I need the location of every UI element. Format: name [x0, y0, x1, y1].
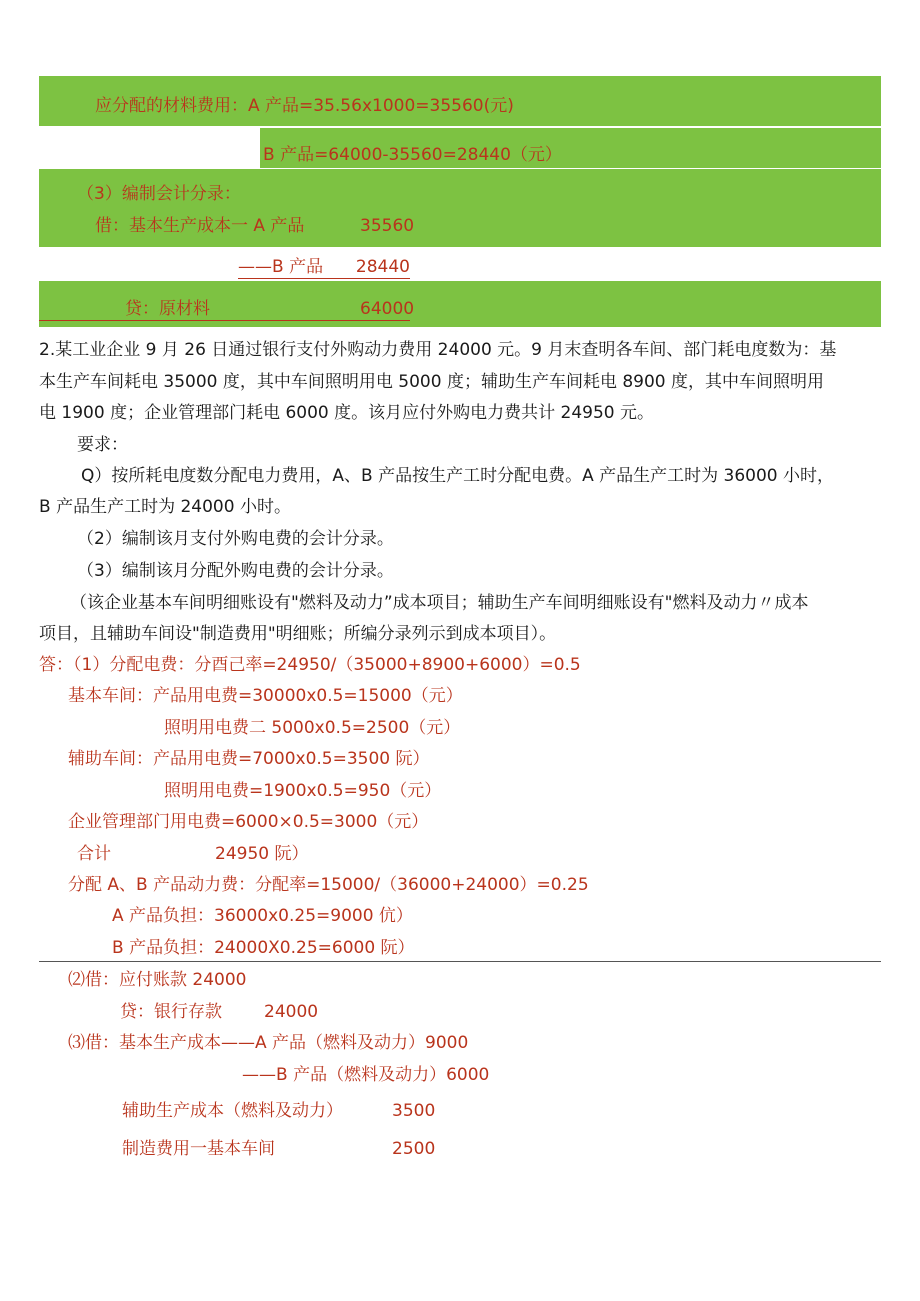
answer-aux-lighting: 照明用电费=1900x0.5=950（元）	[164, 781, 442, 801]
answer-admin: 企业管理部门用电费=6000×0.5=3000（元）	[68, 812, 429, 832]
entry-3-overhead-label: 制造费用一基本车间	[122, 1139, 275, 1159]
answer-product-a: A 产品负担：36000x0.25=9000 伉）	[112, 906, 413, 926]
entry-2-debit: ⑵借：应付账款 24000	[68, 970, 247, 990]
entry-3-debit-a: ⑶借：基本生产成本——A 产品（燃料及动力）9000	[68, 1033, 469, 1053]
entry-2-credit-amount: 24000	[264, 1002, 319, 1022]
answer-aux-product: 辅助车间：产品用电费=7000x0.5=3500 阮）	[68, 749, 430, 769]
entry-3-aux-amount: 3500	[392, 1101, 436, 1121]
debit-b-amount: 28440	[342, 256, 410, 279]
requirement-2: （2）编制该月支付外购电费的会计分录。	[77, 529, 394, 549]
answer-product-b: B 产品负担：24000X0.25=6000 阮）	[112, 938, 415, 958]
note-line-2: 项目，且辅助车间设"制造费用"明细账；所编分录列示到成本项目）。	[39, 624, 557, 644]
answer-basic-product: 基本车间：产品用电费=30000x0.5=15000（元）	[68, 686, 463, 706]
debit-a-label: 借：基本生产成本一 A 产品	[95, 216, 305, 236]
answer-total-value: 24950 阮）	[215, 844, 309, 864]
requirement-1-line-1: Q）按所耗电度数分配电力费用，A、B 产品按生产工时分配电费。A 产品生产工时为 36000 小时，	[81, 466, 834, 486]
entry-3-overhead-amount: 2500	[392, 1139, 436, 1159]
entry-3-debit-b: ——B 产品（燃料及动力）6000	[242, 1065, 490, 1085]
question-text-line-3: 电 1900 度；企业管理部门耗电 6000 度。该月应付外购电力费共计 24950 元。	[39, 403, 655, 423]
credit-amount: 64000	[360, 299, 415, 319]
divider	[39, 961, 881, 962]
requirement-1-line-2: B 产品生产工时为 24000 小时。	[39, 497, 291, 517]
question-text-line-2: 本生产车间耗电 35000 度，其中车间照明用电 5000 度；辅助生产车间耗电 8900 度，其中车间照明用	[39, 372, 825, 392]
answer-total-label: 合计	[77, 844, 111, 864]
answer-product-allocation: 分配 A、B 产品动力费：分配率=15000/（36000+24000）=0.25	[68, 875, 589, 895]
material-cost-a-line: 应分配的材料费用：A 产品=35.56x1000=35560(元)	[95, 96, 514, 116]
entry-heading: （3）编制会计分录：	[77, 184, 241, 204]
entry-2-credit-label: 贷：银行存款	[120, 1002, 222, 1022]
answer-basic-lighting: 照明用电费二 5000x0.5=2500（元）	[164, 718, 461, 738]
debit-a-amount: 35560	[360, 216, 415, 236]
answer-allocation-rate: 答：（1）分配电费：分酉己率=24950/（35000+8900+6000）=0.5	[39, 655, 581, 675]
question-text-line-1: 2.某工业企业 9 月 26 日通过银行支付外购动力费用 24000 元。9 月末查明各车间、部门耗电度数为：基	[39, 340, 837, 360]
material-cost-b-line: B 产品=64000-35560=28440（元）	[263, 145, 562, 165]
credit-label: 贷：原材料	[39, 298, 360, 321]
debit-b-label: ——B 产品	[238, 256, 342, 279]
requirements-label: 要求：	[77, 435, 128, 455]
requirement-3: （3）编制该月分配外购电费的会计分录。	[77, 561, 394, 581]
note-line-1: （该企业基本车间明细账设有"燃料及动力”成本项目；辅助生产车间明细账设有"燃料及动力〃成本	[70, 593, 809, 613]
entry-3-aux-label: 辅助生产成本（燃料及动力）	[122, 1101, 343, 1121]
